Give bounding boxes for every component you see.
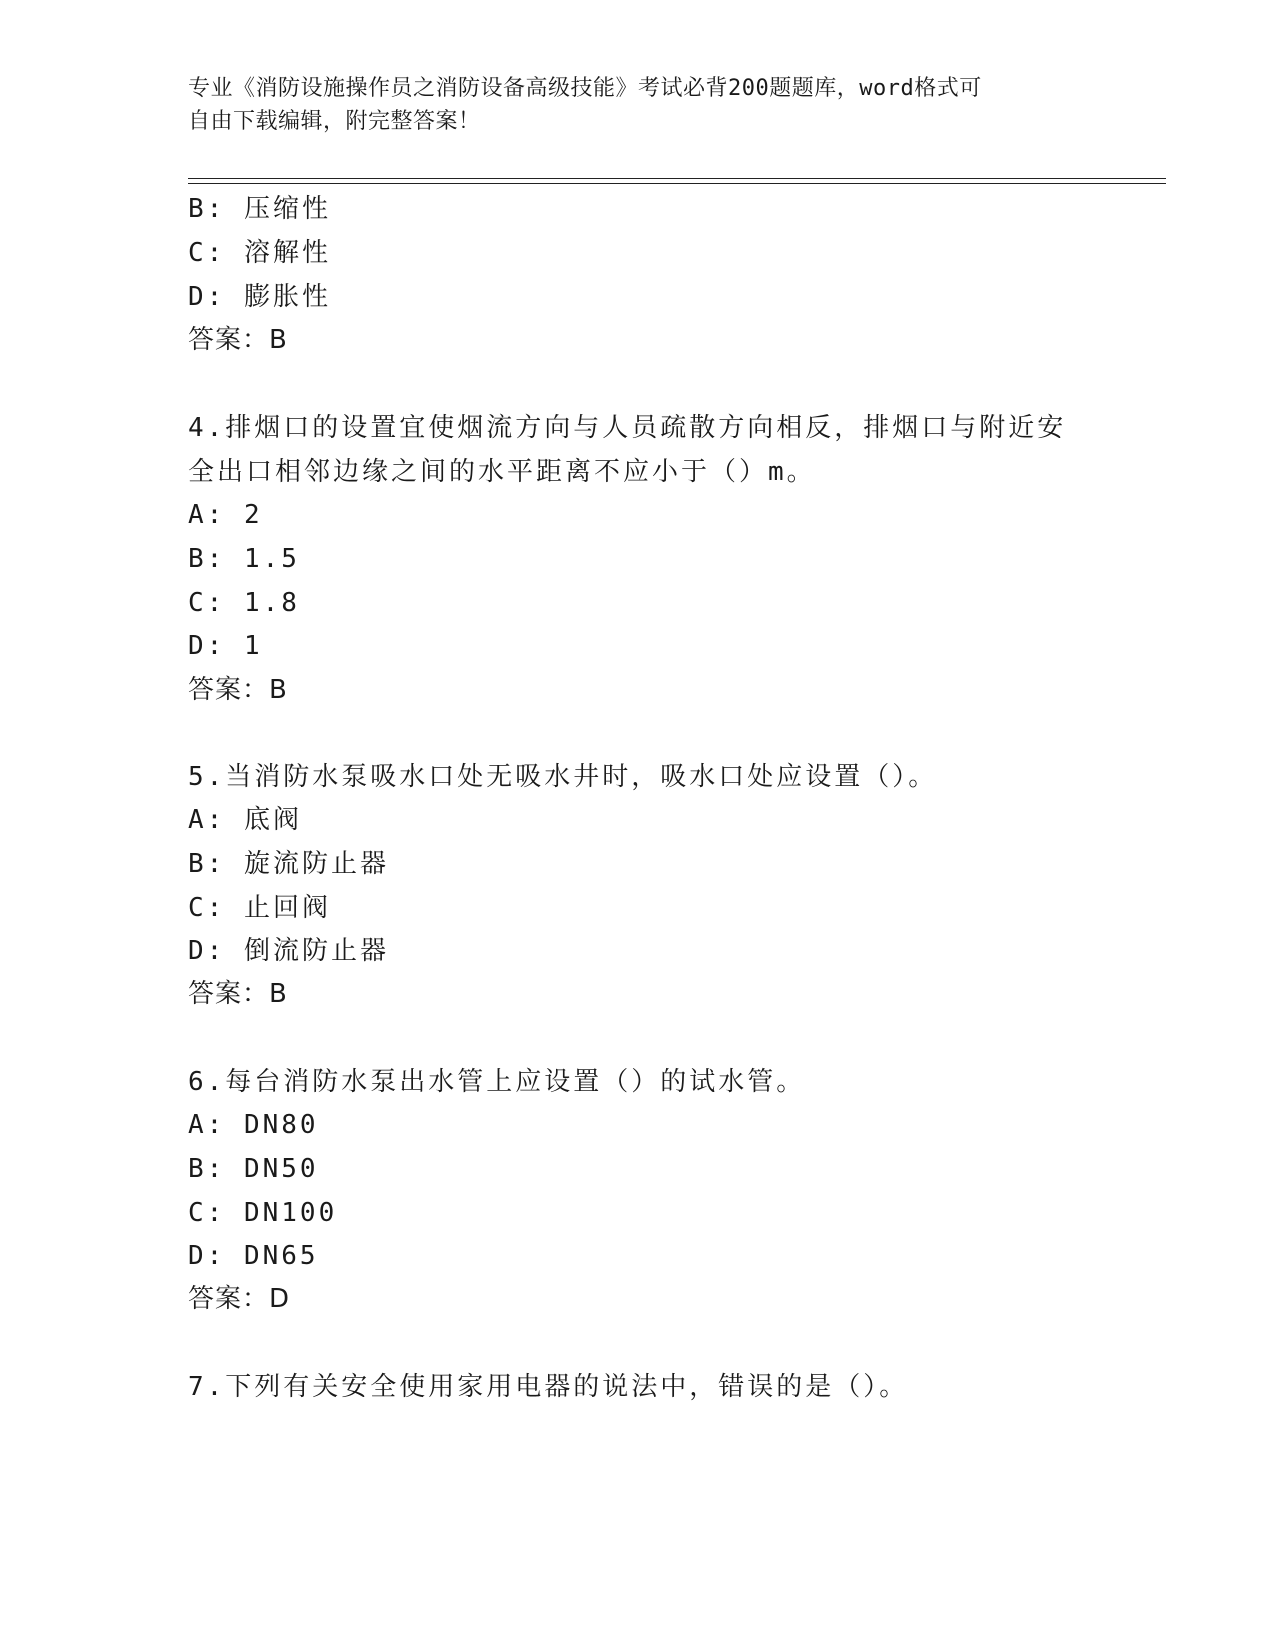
q3-option-d: D: 膨胀性 bbox=[188, 282, 331, 312]
q5-option-b: B: 旋流防止器 bbox=[188, 849, 389, 879]
header-line-2: 自由下载编辑，附完整答案！ bbox=[188, 109, 481, 134]
q5-answer: 答案：B bbox=[188, 979, 288, 1009]
q3-option-b: B: 压缩性 bbox=[188, 194, 331, 224]
q4-option-d: D: 1 bbox=[188, 631, 263, 661]
q7-stem: 7.下列有关安全使用家用电器的说法中，错误的是（）。 bbox=[188, 1372, 909, 1402]
q3-answer: 答案：B bbox=[188, 325, 288, 355]
q4-option-a: A: 2 bbox=[188, 500, 263, 530]
q5-option-c: C: 止回阀 bbox=[188, 893, 331, 923]
q5-stem: 5.当消防水泵吸水口处无吸水井时，吸水口处应设置（）。 bbox=[188, 762, 938, 792]
q5-option-a: A: 底阀 bbox=[188, 805, 302, 835]
document-header bbox=[188, 72, 1088, 138]
q6-answer: 答案：D bbox=[188, 1284, 291, 1314]
q6-option-c: C: DN100 bbox=[188, 1198, 338, 1228]
q4-stem-line-2: 全出口相邻边缘之间的水平距离不应小于（）m。 bbox=[188, 457, 816, 487]
q4-option-c: C: 1.8 bbox=[188, 588, 300, 618]
header-line-1: 专业《消防设施操作员之消防设备高级技能》考试必背200题题库，word格式可 bbox=[188, 76, 982, 101]
q5-option-d: D: 倒流防止器 bbox=[188, 936, 389, 966]
q6-stem: 6.每台消防水泵出水管上应设置（）的试水管。 bbox=[188, 1067, 806, 1097]
q4-stem-line-1: 4.排烟口的设置宜使烟流方向与人员疏散方向相反，排烟口与附近安 bbox=[188, 413, 1067, 443]
q6-option-d: D: DN65 bbox=[188, 1241, 319, 1271]
q6-option-b: B: DN50 bbox=[188, 1154, 319, 1184]
header-divider-bottom bbox=[188, 183, 1166, 184]
q4-answer: 答案：B bbox=[188, 675, 288, 705]
q6-option-a: A: DN80 bbox=[188, 1110, 319, 1140]
q4-option-b: B: 1.5 bbox=[188, 544, 300, 574]
header-divider-top bbox=[188, 178, 1166, 179]
q3-option-c: C: 溶解性 bbox=[188, 238, 331, 268]
